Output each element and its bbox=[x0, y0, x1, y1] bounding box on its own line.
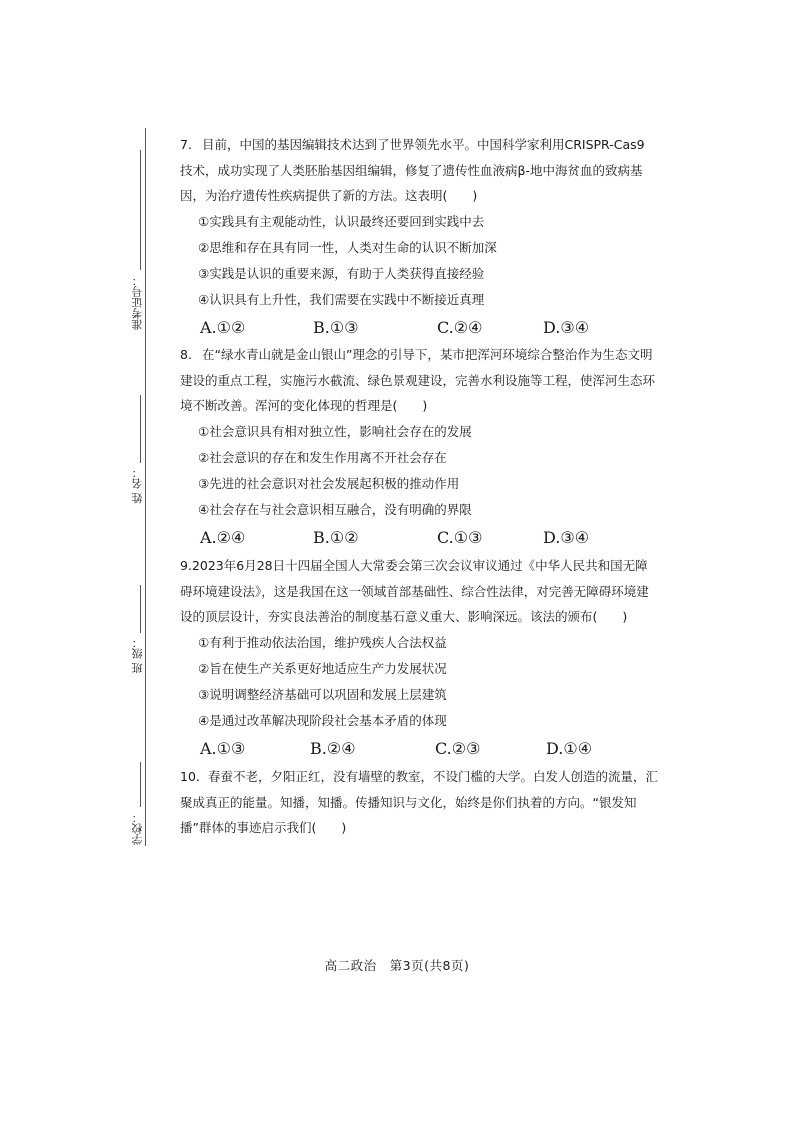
choice-d[interactable]: D.③④ bbox=[543, 318, 590, 338]
statement-3: ③先进的社会意识对社会发展起积极的推动作用 bbox=[198, 475, 460, 491]
question-text: 春蚕不老，夕阳正红，没有墙壁的教室，不设门槛的大学。白发人创造的流量，汇聚成真正的能量。知播，知播。传播知识与文化，始终是你们执着的方向。“银发知播”群体的事迹启示我们( ) bbox=[180, 769, 658, 835]
question-number: 8. bbox=[180, 347, 192, 362]
question-stem bbox=[180, 132, 658, 209]
side-label: 学校： bbox=[131, 812, 144, 845]
side-field-name bbox=[132, 395, 152, 505]
fill-line bbox=[140, 150, 141, 270]
side-field-class bbox=[132, 585, 152, 685]
statement-4: ④是通过改革解决现阶段社会基本矛盾的体现 bbox=[198, 713, 447, 729]
side-field-exam-number bbox=[132, 150, 152, 340]
question-7 bbox=[180, 132, 658, 342]
question-stem bbox=[180, 342, 658, 419]
statement-2: ②思维和存在具有同一性，人类对生命的认识不断加深 bbox=[198, 239, 497, 255]
fill-line bbox=[140, 585, 141, 633]
side-field-school bbox=[131, 762, 152, 845]
question-9 bbox=[180, 553, 658, 763]
choice-c[interactable]: C.②④ bbox=[437, 318, 483, 338]
statement-2: ②社会意识的存在和发生作用离不开社会存在 bbox=[198, 449, 447, 465]
question-stem bbox=[180, 553, 658, 630]
question-text: 在“绿水青山就是金山银山”理念的引导下，某市把浑河环境综合整治作为生态文明建设的重点工程，实施污水截流、绿色景观建设，完善水利设施等工程，使浑河生态环境不断改善。浑河的变化体现的哲理是( ) bbox=[180, 347, 656, 413]
question-8 bbox=[180, 342, 658, 552]
choice-d[interactable]: D.③④ bbox=[543, 528, 590, 548]
choice-b[interactable]: B.①② bbox=[313, 528, 359, 548]
choice-c[interactable]: C.②③ bbox=[435, 739, 481, 759]
choice-b[interactable]: B.①③ bbox=[313, 318, 359, 338]
question-number: 9. bbox=[180, 558, 192, 573]
statement-3: ③实践是认识的重要来源，有助于人类获得直接经验 bbox=[198, 265, 485, 281]
statement-4: ④社会存在与社会意识相互融合，没有明确的界限 bbox=[198, 502, 472, 518]
page-footer: 高二政治 第3页(共8页) bbox=[324, 958, 470, 973]
choice-a[interactable]: A.①③ bbox=[200, 739, 246, 759]
answer-choices bbox=[180, 314, 658, 342]
statement-2: ②旨在使生产关系更好地适应生产力发展状况 bbox=[198, 660, 447, 676]
side-label: 班 级： bbox=[131, 637, 144, 674]
choice-a[interactable]: A.②④ bbox=[200, 528, 246, 548]
choice-c[interactable]: C.①③ bbox=[437, 528, 483, 548]
choice-a[interactable]: A.①② bbox=[200, 318, 246, 338]
statement-1: ①有利于推动依法治国，维护残疾人合法权益 bbox=[198, 634, 447, 650]
statement-4: ④认识具有上升性，我们需要在实践中不断接近真理 bbox=[198, 292, 485, 308]
side-label: 姓 名： bbox=[131, 467, 144, 504]
question-10 bbox=[180, 764, 658, 841]
question-text: 目前，中国的基因编辑技术达到了世界领先水平。中国科学家利用CRISPR-Cas9 技术，成功实现了人类胚胎基因组编辑，修复了遗传性血液病β-地中海贫血的致病基因，为治疗遗传性疾病提供了新的方法。这表明( ) bbox=[180, 137, 645, 203]
statement-1: ①实践具有主观能动性，认识最终还要回到实践中去 bbox=[198, 213, 485, 229]
question-stem bbox=[180, 764, 658, 841]
answer-choices bbox=[180, 524, 658, 552]
choice-b[interactable]: B.②④ bbox=[310, 739, 356, 759]
question-number: 10. bbox=[180, 769, 200, 784]
statement-3: ③说明调整经济基础可以巩固和发展上层建筑 bbox=[198, 686, 447, 702]
statement-1: ①社会意识具有相对独立性，影响社会存在的发展 bbox=[198, 423, 472, 439]
answer-choices bbox=[180, 735, 658, 763]
question-number: 7. bbox=[180, 137, 192, 152]
side-label: 准考证号： bbox=[131, 275, 144, 330]
fill-line bbox=[140, 762, 141, 807]
question-text: 2023年6月28日十四届全国人大常委会第三次会议审议通过《中华人民共和国无障碍环境建设法》，这是我国在这一领域首部基础性、综合性法律，对完善无障碍环境建设的顶层设计，夯实良法善治的制度基石意义重大、影响深远。该法的颁布( ) bbox=[180, 558, 649, 624]
fill-line bbox=[140, 395, 141, 463]
choice-d[interactable]: D.①④ bbox=[546, 739, 593, 759]
